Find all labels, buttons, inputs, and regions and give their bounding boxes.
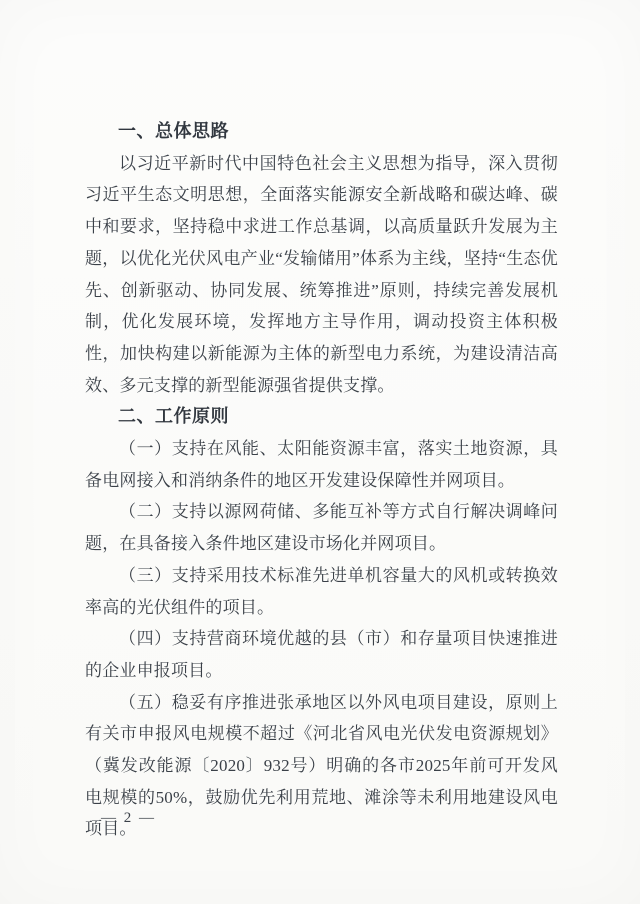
paragraph-overall-approach: 以习近平新时代中国特色社会主义思想为指导，深入贯彻习近平生态文明思想，全面落实能源安全新战略和碳达峰、碳中和要求，坚持稳中求进工作总基调，以高质量跃升发展为主题，以优化光伏风电产业“发输储用”体系为主线，坚持“生态优先、创新驱动、协同发展、统筹推进”原则，持续完善发展机制，优化发展环境，发挥地方主导作用，调动投资主体积极性，加快构建以新能源为主体的新型电力系统，为建设清洁高效、多元支撑的新型能源强省提供支撑。 bbox=[85, 153, 558, 395]
paragraph-principle-2: （二）支持以源网荷储、多能互补等方式自行解决调峰问题，在具备接入条件地区建设市场化并网项目。 bbox=[85, 502, 558, 554]
section-heading-overall-approach: 一、总体思路 bbox=[118, 121, 229, 141]
paragraph-principle-1: （一）支持在风能、太阳能资源丰富，落实土地资源，具备电网接入和消纳条件的地区开发建设保障性并网项目。 bbox=[85, 439, 558, 490]
paragraph-principle-3: （三）支持采用技术标准先进单机容量大的风机或转换效率高的光伏组件的项目。 bbox=[85, 565, 558, 617]
page-number: — 2 — bbox=[101, 810, 156, 826]
paragraph-principle-4: （四）支持营商环境优越的县（市）和存量项目快速推进的企业申报项目。 bbox=[85, 629, 558, 680]
paragraph-principle-5: （五）稳妥有序推进张承地区以外风电项目建设，原则上有关市申报风电规模不超过《河北省风电光伏发电资源规划》（冀发改能源〔2020〕932号）明确的各市2025年前可开发风电规模的50%，鼓励优先利用荒地、滩涂等未利用地建设风电项目。 bbox=[85, 692, 558, 839]
document-body bbox=[85, 116, 558, 845]
section-heading-work-principles: 二、工作原则 bbox=[118, 406, 229, 427]
